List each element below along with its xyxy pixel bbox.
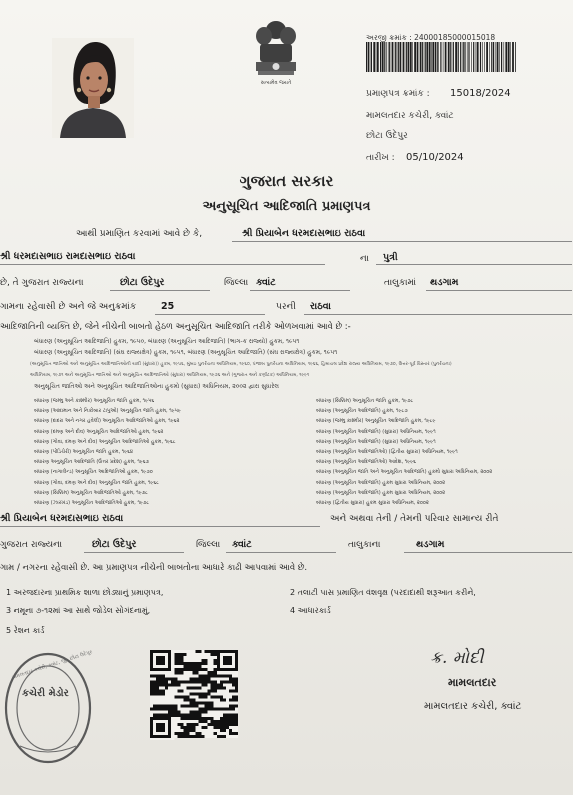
seal-text: કચેરી મેડોર <box>22 688 69 699</box>
order-line: બંધારણ (અનુસૂચિત આદિજાતિ) હુકમ સુધારા અધિનિયમ, ૨૦૦૨ <box>316 479 446 486</box>
signature: ક્ર. મોદી <box>430 648 484 668</box>
order-line: બંધારણ (ગોવા, દમણ અને દીવ) અનુસૂચિત આદિજાતિઓ હુકમ, ૧૯૬૮ <box>34 438 176 445</box>
order-line: બંધારણ (સિક્કિમ) અનુસૂચિત જાતિ હુકમ, ૧૯૭૮ <box>316 398 414 404</box>
basis-item: 3 નમૂના ૭-૧૨માં આ સાથે જોડેલ સોગંદનામું, <box>6 606 151 615</box>
order-line: બંધારણ (અનુસૂચિત આદિજાતિ) (સંઘ રાજ્યક્ષેત્ર) હુકમ, ૧૯૫૧, બંધારણ (અનુસૂચિત આદિજાતિ) (સંઘ રાજ્યક્ષેત્ર) હુકમ, ૧૯૫૧ <box>34 349 338 356</box>
applicant-name: શ્રી પ્રિયાબેન ધરમદાસભાઇ રાઠવા <box>242 228 366 239</box>
basis-item: 5 રેશન કાર્ડ <box>6 626 45 635</box>
relation: પુત્રી <box>383 252 398 263</box>
order-line: બંધારણ (અનુસૂચિત આદિજાતિ) (સુધારા) અધિનિયમ, ૧૯૯૧ <box>316 438 436 445</box>
emblem-caption: સત્યમેવ જયતે <box>260 80 292 86</box>
qr-code <box>150 648 238 740</box>
father-name: શ્રી ધરમદાસભાઇ રામદાસભાઇ રાઠવા <box>0 251 136 262</box>
relation-word: ના <box>360 254 369 264</box>
serial-number: 25 <box>161 301 175 312</box>
order-line: બંધારણ (અનુસૂચિત આદિજાતિ) (સુધારા) અધિનિયમ, ૧૯૯૧ <box>316 428 436 435</box>
order-line: બંધારણ (નાગાલેન્ડ) અનુસૂચિત આદિજાતિઓ હુકમ, ૧૯૭૦ <box>34 469 153 476</box>
lower-state-text: ગુજરાત રાજ્યના <box>0 540 63 550</box>
order-line: બંધારણ (અનુસૂચિત જાતિ અને અનુસૂચિત આદિજાતિ) હુકમો સુધારા અધિનિયમ, ૨૦૦૨ <box>316 469 493 476</box>
certificate-no-label: પ્રમાણપત્ર ક્રમાંક : <box>366 89 430 99</box>
order-line: બંધારણ (જમ્મુ કાશ્મીર) અનુસૂચિત આદિજાતિ હુકમ, ૧૯૮૯ <box>316 418 436 425</box>
tribe: રાઠવા <box>310 301 332 312</box>
serial-label: પરની <box>276 302 296 312</box>
office-line1: મામલતદાર કચેરી, ક્વાંટ <box>366 111 454 121</box>
govt-title: ગુજરાત સરકાર <box>239 172 334 190</box>
order-line: બંધારણ (પોંડિચેરી) અનુસૂચિત જાતિ હુકમ, ૧૯૬૪ <box>34 449 134 455</box>
certificate-title: અનુસૂચિત આદિજાતિ પ્રમાણપત્ર <box>202 199 371 214</box>
district: છોટા ઉદેપુર <box>120 277 165 288</box>
lower-district-label: જિલ્લા <box>196 540 221 550</box>
taluka-label: તાલુકામાં <box>384 278 417 288</box>
order-line: બંધારણ (આંદામાન અને નિકોબાર ટાપુઓ) અનુસૂચિત જાતિ હુકમ, ૧૯૫૯ <box>34 408 181 415</box>
basis-item: 1 અરજદારના પ્રાથમિક શાળા છોડ્યાનું પ્રમાણપત્ર, <box>6 588 164 597</box>
order-line: બંધારણ (ઝારખંડ) અનુસૂચિત આદિજાતિઓ હુકમ, ૧૯૭૮ <box>34 500 150 506</box>
family-text: અને અથવા તેની / તેમની પરિવાર સામાન્ય રીતે <box>330 514 499 524</box>
order-line: અનુસૂચિત જાતિઓ અને અનુસૂચિત આદિજાતિઓના હુકમો (સુધારા) અધિનિયમ, ૨૦૦૨ દ્વારા સુધારેલ <box>34 383 279 390</box>
barcode <box>366 42 516 72</box>
village: થડગામ <box>430 277 459 288</box>
order-line: અધિનિયમ, ૧૯૭૧ અને અનુસૂચિત જાતિઓ અને અનુસૂચિત આદિજાતિઓ (સુધારા) અધિનિયમ, ૧૯૭૬ અને (ગુજરાત અને કર્ણાટક) અધિનિયમ, ૧૯૯૧ <box>30 373 310 378</box>
order-line: બંધારણ (અનુસૂચિત આદિજાતિ) હુકમ, ૧૯૮૭ <box>316 408 408 415</box>
district-label: જિલ્લા <box>224 278 249 288</box>
application-number: અરજી ક્રમાંક : 24000185000015018 <box>366 33 496 42</box>
date-label: તારીખ : <box>366 153 395 163</box>
order-line: બંધારણ (અનુસૂચિત આદિજાતિઓ) (દ્વિતીય સુધારા) અધિનિયમ, ૧૯૯૧ <box>316 449 458 455</box>
person-name: શ્રી પ્રિયાબેન ધરમદાસભાઇ રાઠવા <box>0 513 124 524</box>
office-line2: છોટા ઉદેપુર <box>366 131 408 141</box>
order-line: બંધારણ (અનુસૂચિત આદિજાતિ) હુકમ, ૧૯૫૦, બંધારણ (અનુસૂચિત આદિજાતિ) (ભાગ-ક રાજ્યો) હુકમ, ૧૯૫૧ <box>34 338 300 345</box>
designation: મામલતદાર <box>448 676 497 689</box>
order-line: બંધારણ (દાદરા અને નગર હવેલી) અનુસૂચિત આદિજાતિઓ હુકમ, ૧૯૬૨ <box>34 418 180 425</box>
applicant-photo <box>52 38 134 138</box>
certificate-no: 15018/2024 <box>450 88 511 99</box>
lower-taluka: ક્વાંટ <box>232 539 252 550</box>
taluka: ક્વાંટ <box>256 277 276 288</box>
order-line: (અનુસૂચિત જાતિઓ અને અનુસૂચિત આદિજાતિઓની યાદી (સુધારા)) હુકમ, ૧૯૫૬, મુંબઇ પુનર્રચના અધિનિયમ, ૧૯૬૦, પંજાબ પુનર્રચના અધિનિયમ, ૧૯૬૬, હિમાચલ પ્રદેશ રાજ્ય અધિનિયમ, ૧૯૭૦, ઉત્તર-પૂર્વ વિસ્તાર (પુનર્રચના) <box>30 362 452 367</box>
lower-taluka-label: તાલુકાના <box>348 540 381 550</box>
basis-item: 4 આધારકાર્ડ <box>290 606 331 615</box>
order-line: બંધારણ અનુસૂચિત આદિજાતિ (ઉત્તર પ્રદેશ) હુકમ, ૧૯૬૭ <box>34 459 149 466</box>
issue-date: 05/10/2024 <box>406 152 464 163</box>
lower-district: છોટા ઉદેપુર <box>92 539 137 550</box>
state-text: છે, તે ગુજરાત રાજ્યના <box>0 278 84 288</box>
certify-prefix: આથી પ્રમાણિત કરવામાં આવે છે કે, <box>76 229 203 239</box>
tribe-line: આદિજાતિની વ્યક્તિ છે, જેને નીચેની બાબતો હેઠળ અનુસૂચિત આદિજાતિ તરીકે ઓળખવામાં આવે છે :- <box>0 322 351 332</box>
lower-village: થડગામ <box>416 539 445 550</box>
order-line: બંધારણ (અનુસૂચિત આદિજાતિઓ) આદેશ, ૧૯૯૬ <box>316 459 416 466</box>
basis-item: 2 તલાટી પાસ પ્રમાણિત વંશવૃક્ષ (પરદાદાથી શરૂઆત કરીને, <box>290 588 476 597</box>
order-line: બંધારણ (જમ્મુ અને કાશ્મીર) અનુસૂચિત જાતિ હુકમ, ૧૯૫૬ <box>34 398 155 404</box>
issuing-office: મામલતદાર કચેરી, ક્વાંટ <box>424 701 522 712</box>
lower-resident-text: ગામ / નગરના રહેવાસી છે. આ પ્રમાણપત્ર નીચેની બાબતોના આધારે કાઢી આપવામાં આવે છે. <box>0 563 308 573</box>
order-line: બંધારણ (દમણ અને દીવ) અનુસૂચિત આદિજાતિઓ હુકમ, ૧૯૬૨ <box>34 428 164 435</box>
order-line: બંધારણ (અનુસૂચિત આદિજાતિ) હુકમ સુધારા અધિનિયમ, ૨૦૦૨ <box>316 489 446 496</box>
order-line: બંધારણ (દ્વિતીય સુધારા) હુકમ સુધારા અધિનિયમ, ૨૦૦૨ <box>316 500 429 506</box>
order-line: બંધારણ (ગોવા, દમણ અને દીવ) અનુસૂચિત જાતિ હુકમ, ૧૯૬૮ <box>34 479 159 486</box>
seal-ring-text: મામલતદાર કચેરી, ક્વાંટ, જી. છોટા ઉદેપુર <box>11 649 94 681</box>
resident-text: ગામના રહેવાસી છે અને જે અનુક્રમાંક <box>0 302 137 312</box>
order-line: બંધારણ (સિક્કિમ) અનુસૂચિત આદિજાતિઓ હુકમ, ૧૯૭૮ <box>34 489 148 496</box>
